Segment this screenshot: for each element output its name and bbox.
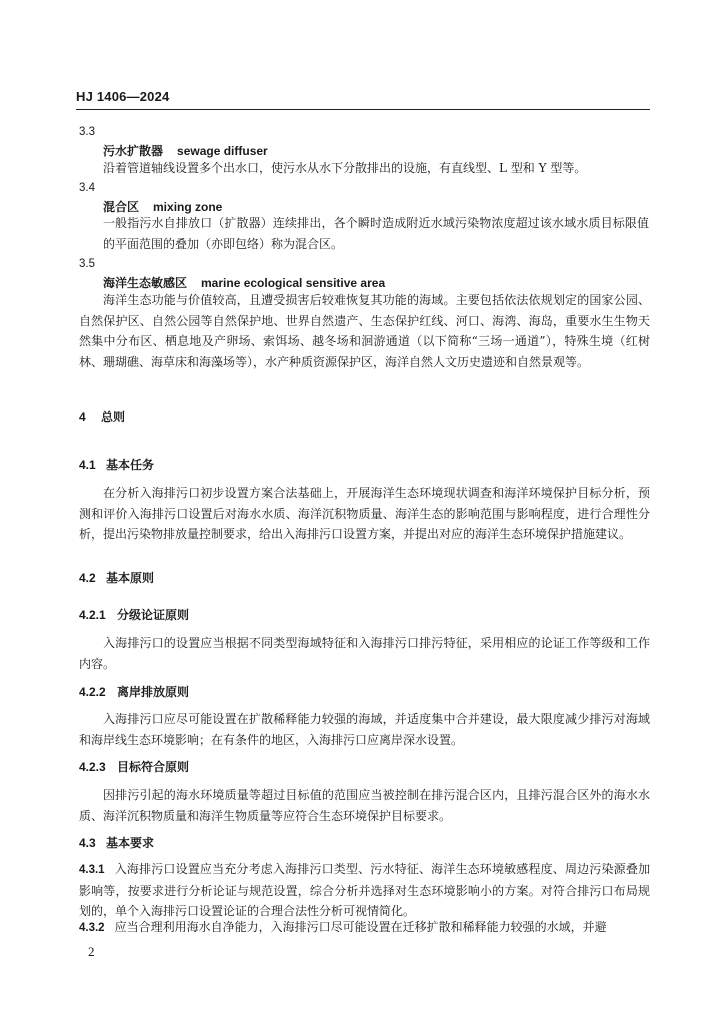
section-number: 4 [79, 410, 86, 424]
section-number: 4.2.1 [79, 608, 106, 622]
clause-paragraph [79, 917, 650, 939]
term-number: 3.5 [79, 258, 95, 270]
clause-text: 入海排污口设置应当充分考虑入海排污口类型、污水特征、海洋生态环境敏感程度、周边污染源叠加影响等，按要求进行分析论证与规范设置，综合分析并选择对生态环境影响小的方案。对符合排污口布局规划的，单个入海排污口设置论证的合理合法性分析可视情简化。 [79, 862, 650, 918]
term-title [103, 144, 268, 159]
section-heading [79, 571, 154, 586]
document-code: HJ 1406—2024 [76, 89, 170, 104]
page-number: 2 [88, 944, 95, 959]
section-number: 4.2.2 [79, 685, 106, 699]
section-number: 4.2 [79, 571, 96, 585]
section-paragraph: 入海排污口应尽可能设置在扩散稀释能力较强的海域，并适度集中合并建设，最大限度减少排污对海域和海岸线生态环境影响；在有条件的地区，入海排污口应离岸深水设置。 [79, 712, 650, 747]
section-heading [79, 410, 125, 425]
term-number: 3.3 [79, 126, 95, 138]
section-title: 基本原则 [106, 571, 155, 585]
section-paragraph: 因排污引起的海水环境质量等超过目标值的范围应当被控制在排污混合区内，且排污混合区外的海水水质、海洋沉积物质量和海洋生物质量等应符合生态环境保护目标要求。 [79, 788, 650, 823]
term-en: marine ecological sensitive area [201, 276, 386, 290]
section-heading [79, 760, 189, 775]
clause-number: 4.3.1 [79, 864, 105, 876]
section-title: 目标符合原则 [117, 760, 190, 774]
section-number: 4.1 [79, 458, 96, 472]
term-definition: 海洋生态功能与价值较高，且遭受损害后较难恢复其功能的海域。主要包括依法依规划定的国家公园、自然保护区、自然公园等自然保护地、世界自然遗产、生态保护红线、河口、海湾、海岛，重要水生生物天然集中分布区、栖息地及产卵场、索饵场、越冬场和洄游通道（以下简称“三场一通道”），特殊生境（红树林、珊瑚礁、海草床和海藻场等），水产种质资源保护区，海洋自然人文历史遗迹和自然景观等。 [79, 293, 650, 369]
header-rule [76, 109, 650, 110]
section-heading [79, 836, 154, 851]
section-title: 分级论证原则 [117, 608, 190, 622]
term-en: sewage diffuser [177, 144, 268, 158]
section-number: 4.2.3 [79, 760, 106, 774]
clause-number: 4.3.2 [79, 922, 105, 934]
clause-paragraph [79, 859, 650, 922]
term-definition-text: 一般指污水自排放口（扩散器）连续排出，各个瞬时造成附近水域污染物浓度超过该水域水质目标限值的平面范围的叠加（亦即包络）称为混合区。 [103, 216, 649, 251]
section-heading [79, 685, 189, 700]
term-en: mixing zone [153, 200, 223, 214]
section-title: 总则 [101, 410, 126, 424]
term-definition [103, 213, 649, 254]
term-title [103, 276, 385, 291]
clause-text: 应当合理利用海水自净能力，入海排污口尽可能设置在迁移扩散和稀释能力较强的水域，并避 [114, 920, 607, 934]
term-zh: 污水扩散器 [103, 144, 164, 158]
section-heading [79, 458, 154, 473]
term-zh: 海洋生态敏感区 [103, 276, 188, 290]
term-definition: 沿着管道轴线设置多个出水口，使污水从水下分散排出的设施，有直线型、L 型和 Y 型等。 [103, 161, 587, 175]
section-paragraph: 在分析入海排污口初步设置方案合法基础上，开展海洋生态环境现状调查和海洋环境保护目标分析，预测和评价入海排污口设置后对海水水质、海洋沉积物质量、海洋生态的影响范围与影响程度，进行合理性分析，提出污染物排放量控制要求，给出入海排污口设置方案，并提出对应的海洋生态环境保护措施建议。 [79, 486, 650, 541]
term-number: 3.4 [79, 182, 95, 194]
section-paragraph: 入海排污口的设置应当根据不同类型海域特征和入海排污口排污特征，采用相应的论证工作等级和工作内容。 [79, 636, 650, 671]
section-heading [79, 608, 189, 623]
section-title: 离岸排放原则 [117, 685, 190, 699]
section-title: 基本任务 [106, 458, 155, 472]
section-number: 4.3 [79, 836, 96, 850]
term-zh: 混合区 [103, 200, 140, 214]
section-title: 基本要求 [106, 836, 155, 850]
